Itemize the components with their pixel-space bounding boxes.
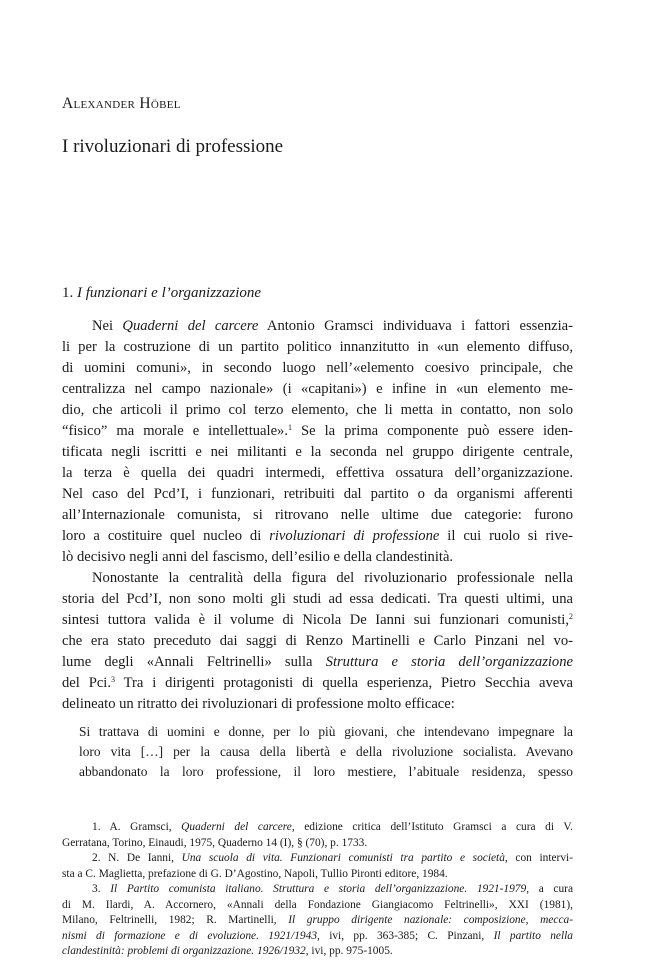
body-line: li per la costruzione di un partito politico innanzitutto in «un elemento diffuso,: [62, 339, 573, 355]
author-name: [62, 95, 181, 113]
body-line: Nei Quaderni del carcere Antonio Gramsci individuava i fattori essenzia-: [92, 318, 574, 334]
quote-line: abbandonato la loro professione, il loro mestiere, l’abituale residenza, spesso: [79, 764, 573, 779]
footnote-line: clandestinità: problemi di organizzazione. 1926/1932, ivi, pp. 975-1005.: [62, 945, 393, 957]
body-line: “fisico” ma morale e intellettuale».$^1$ Se la prima componente può essere iden-: [62, 423, 573, 439]
footnote-line: nismi di formazione e di evoluzione. 1921/1943, ivi, pp. 363-385; C. Pinzani, Il partito nella: [62, 929, 573, 942]
section-title: I funzionari e l’organizzazione: [77, 285, 262, 301]
quote-line: loro vita […] per la causa della libertà e della rivoluzione socialista. Avevano: [79, 744, 573, 759]
chapter-title: I rivoluzionari di professione: [62, 136, 284, 157]
author-last-name: Höbel: [139, 95, 181, 112]
body-line: Nonostante la centralità della figura del rivoluzionario professionale nella: [92, 570, 573, 586]
body-line: delineato un ritratto dei rivoluzionari di professione molto efficace:: [62, 696, 455, 712]
footnote-line: Milano, Feltrinelli, 1982; R. Martinelli, Il gruppo dirigente nazionale: composizione, mecca-: [62, 914, 573, 926]
body-line: lò decisivo negli anni del fascismo, dell’esilio e della clandestinità.: [62, 549, 454, 565]
section-heading: [62, 285, 261, 302]
author-first-name: Alexander: [62, 95, 136, 112]
footnote-3: 3. Il Partito comunista italiano. Struttura e storia dell’organizzazione. 1921-1979, a cura: [92, 883, 574, 895]
footnote-1: 1. A. Gramsci, Quaderni del carcere, edizione critica dell’Istituto Gramsci a cura di V.: [92, 821, 573, 833]
body-line: del Pci.$^3$ Tra i dirigenti protagonisti di quella esperienza, Pietro Secchia aveva: [62, 675, 573, 691]
body-line: loro a costituire quel nucleo di rivoluzionari di professione il cui ruolo si rive-: [62, 528, 574, 544]
body-line: storia del Pcd’I, non sono molti gli studi ad essa dedicati. Tra questi ultimi, una: [62, 591, 573, 607]
footnote-line: sta a C. Maglietta, prefazione di G. D’Agostino, Napoli, Tullio Pironti editore, 1984.: [62, 867, 448, 880]
body-line: la terza è quella dei quadri intermedi, effettiva ossatura dell’organizzazione.: [62, 465, 573, 481]
body-line: Nel caso del Pcd’I, i funzionari, retribuiti dal partito o da organismi afferenti: [62, 486, 573, 502]
footnote-line: di M. Ilardi, A. Accornero, «Annali della Fondazione Giangiacomo Feltrinelli», XXI (1981),: [62, 898, 573, 911]
body-line: tificata negli iscritti e nei militanti e la seconda nel gruppo dirigente centrale,: [62, 444, 573, 460]
body-line: che era stato preceduto dai saggi di Renzo Martinelli e Carlo Pinzani nel vo-: [62, 633, 573, 649]
footnote-2: 2. N. De Ianni, Una scuola di vita. Funzionari comunisti tra partito e società, con intervi-: [92, 852, 573, 864]
body-line: lume degli «Annali Feltrinelli» sulla Struttura e storia dell’organizzazione: [62, 654, 573, 670]
section-number: 1.: [62, 285, 74, 301]
body-line: all’Internazionale comunista, si ritrovano nelle ultime due categorie: furono: [62, 507, 573, 523]
quote-line: Si trattava di uomini e donne, per lo più giovani, che intendevano impegnare la: [79, 724, 573, 739]
body-line: dio, che articoli il primo col terzo elemento, che li metta in contatto, non solo: [62, 402, 573, 418]
body-line: di uomini comuni», in secondo luogo nell’«elemento coesivo principale, che: [62, 360, 573, 376]
body-line: centralizza nel campo nazionale» (i «capitani») e infine in «un elemento me-: [62, 381, 573, 397]
footnote-ref[interactable]: 1: [288, 423, 293, 432]
footnote-ref[interactable]: 3: [111, 675, 116, 684]
footnote-line: Gerratana, Torino, Einaudi, 1975, Quaderno 14 (I), § (70), p. 1733.: [62, 836, 368, 849]
footnote-ref[interactable]: 2: [569, 612, 573, 621]
body-line: sintesi tuttora valida è il volume di Nicola De Ianni sui funzionari comunisti,$^2$: [62, 612, 573, 628]
